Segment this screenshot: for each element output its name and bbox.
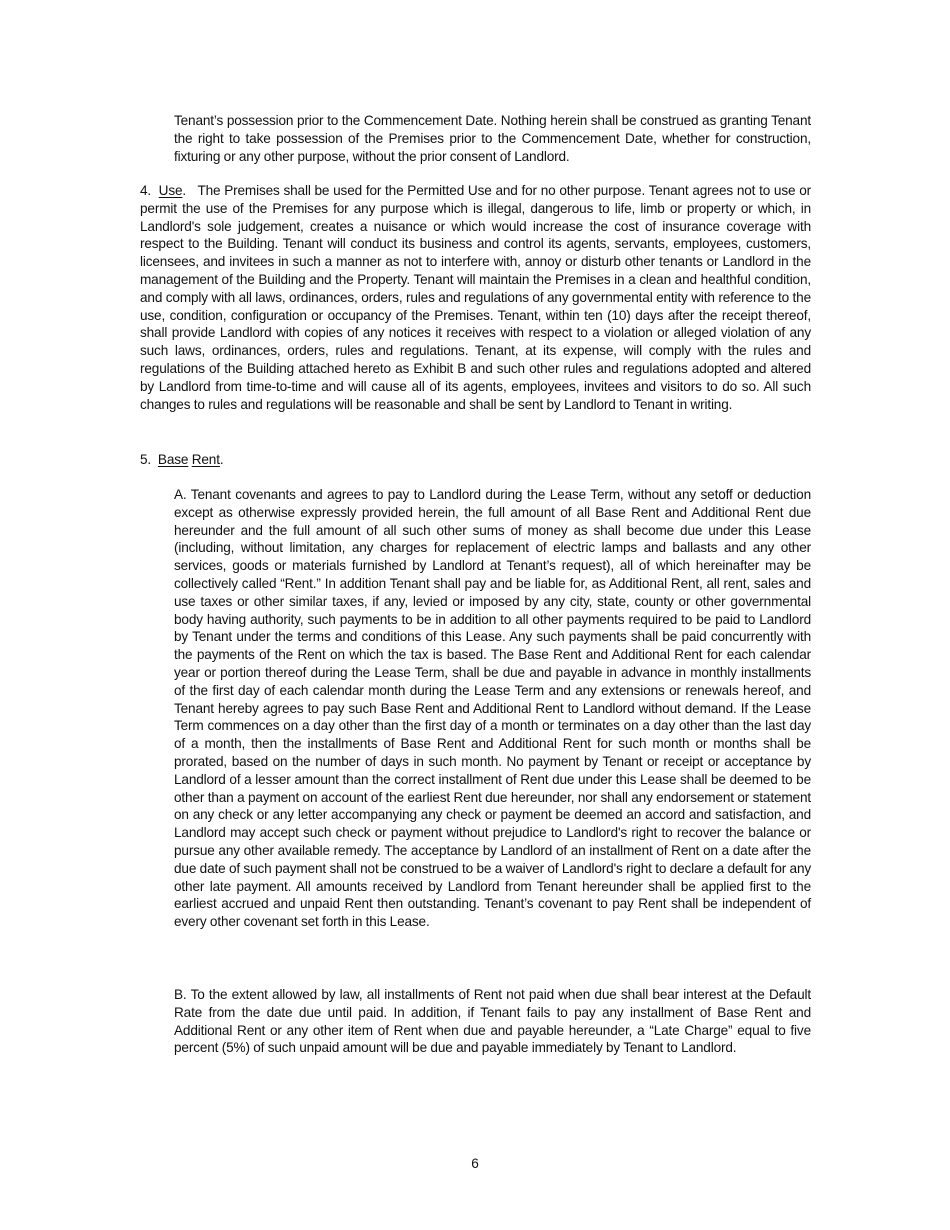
section-4-number: 4. — [140, 183, 152, 198]
section-4-use: 4. Use. The Premises shall be used for the Permitted Use and for no other purpose. Tenant agrees not to use or permit the use of the Premises for any purpose which is illegal, dangerous to life, limb or property or which, in Landlord's sole judgement, creates a nuisance or which would increase the cost of insurance coverage with respect to the Building. Tenant will conduct its business and control its agents, servants, employees, customers, licensees, and invitees in such a manner as not to interfere with, annoy or disturb other tenants or Landlord in the management of the Building and the Property. Tenant will maintain the Premises in a clean and healthful condition, and comply with all laws, ordinances, orders, rules and regulations of any governmental entity with reference to the use, condition, configuration or occupancy of the Premises. Tenant, within ten (10) days after the receipt thereof, shall provide Landlord with copies of any notices it receives with respect to a violation or alleged violation of any such laws, ordinances, orders, rules and regulations. Tenant, at its expense, will comply with the rules and regulations of the Building attached hereto as Exhibit B and such other rules and regulations adopted and altered by Landlord from time-to-time and will cause all of its agents, employees, invitees and visitors to do so. All such changes to rules and regulations will be reasonable and shall be sent by Landlord to Tenant in writing. — [140, 183, 811, 412]
continued-paragraph: Tenant’s possession prior to the Commencement Date. Nothing herein shall be construed as granting Tenant the right to take possession of the Premises prior to the Commencement Date, whether for construction, fixturing or any other purpose, without the prior consent of Landlord. — [174, 113, 811, 164]
section-5-title-word1: Base — [157, 452, 189, 467]
section-5-subsection-a: A. Tenant covenants and agrees to pay to Landlord during the Lease Term, without any setoff or deduction except as otherwise expressly provided herein, the full amount of all Base Rent and Additional Rent due hereunder and the full amount of all such other sums of money as shall become due under this Lease (including, without limitation, any charges for replacement of electric lamps and ballasts and any other services, goods or materials furnished by Landlord at Tenant’s request), all of which hereinafter may be collectively called “Rent.” In addition Tenant shall pay and be liable for, as Additional Rent, all rent, sales and use taxes or other similar taxes, if any, levied or imposed by any city, state, county or other governmental body having authority, such payments to be in addition to all other payments required to be paid to Landlord by Tenant under the terms and conditions of this Lease. Any such payments shall be paid concurrently with the payments of the Rent on which the tax is based. The Base Rent and Additional Rent for each calendar year or portion thereof during the Lease Term, shall be due and payable in advance in monthly installments of the first day of each calendar month during the Lease Term and any extensions or renewals hereof, and Tenant hereby agrees to pay such Base Rent and Additional Rent to Landlord without demand. If the Lease Term commences on a day other than the first day of a month or terminates on a day other than the last day of a month, then the installments of Base Rent and Additional Rent for such month or months shall be prorated, based on the number of days in such month. No payment by Tenant or receipt or acceptance by Landlord of a lesser amount than the correct installment of Rent due under this Lease shall be deemed to be other than a payment on account of the earliest Rent due hereunder, nor shall any endorsement or statement on any check or any letter accompanying any check or payment be deemed an accord and satisfaction, and Landlord may accept such check or payment without prejudice to Landlord's right to recover the balance or pursue any other available remedy. The acceptance by Landlord of an installment of Rent on a date after the due date of such payment shall not be construed to be a waiver of Landlord's right to declare a default for any other late payment. All amounts received by Landlord from Tenant hereunder shall be applied first to the earliest accrued and unpaid Rent then outstanding. Tenant’s covenant to pay Rent shall be independent of every other covenant set forth in this Lease. — [174, 487, 811, 930]
section-5-title-word2: Rent — [191, 452, 220, 467]
section-5-title-end: . — [219, 452, 224, 467]
page-number: 6 — [471, 1156, 479, 1171]
section-5-subsection-b: B. To the extent allowed by law, all installments of Rent not paid when due shall bear interest at the Default Rate from the date due until paid. In addition, if Tenant fails to pay any installment of Base Rent and Additional Rent or any other item of Rent when due and payable hereunder, a “Late Charge” equal to five percent (5%) of such unpaid amount will be due and payable immediately by Tenant to Landlord. — [174, 987, 811, 1056]
section-4-title: Use — [158, 183, 183, 198]
section-5-heading — [140, 451, 811, 469]
section-5-number: 5. — [140, 452, 152, 467]
section-4-body: The Premises shall be used for the Permitted Use and for no other purpose. Tenant agrees not to use or permit the use of the Premises for any purpose which is illegal, dangerous to life, limb or property or which, in Landlord's sole judgement, creates a nuisance or which would increase the cost of insurance coverage with respect to the Building. Tenant will conduct its business and control its agents, servants, employees, customers, licensees, and invitees in such a manner as not to interfere with, annoy or disturb other tenants or Landlord in the management of the Building and the Property. Tenant will maintain the Premises in a clean and healthful condition, and comply with all laws, ordinances, orders, rules and regulations of any governmental entity with reference to the use, condition, configuration or occupancy of the Premises. Tenant, within ten (10) days after the receipt thereof, shall provide Landlord with copies of any notices it receives with respect to a violation or alleged violation of any such laws, ordinances, orders, rules and regulations. Tenant, at its expense, will comply with the rules and regulations of the Building attached hereto as Exhibit B and such other rules and regulations adopted and altered by Landlord from time-to-time and will cause all of its agents, employees, invitees and visitors to do so. All such changes to rules and regulations will be reasonable and shall be sent by Landlord to Tenant in writing. — [140, 183, 811, 412]
